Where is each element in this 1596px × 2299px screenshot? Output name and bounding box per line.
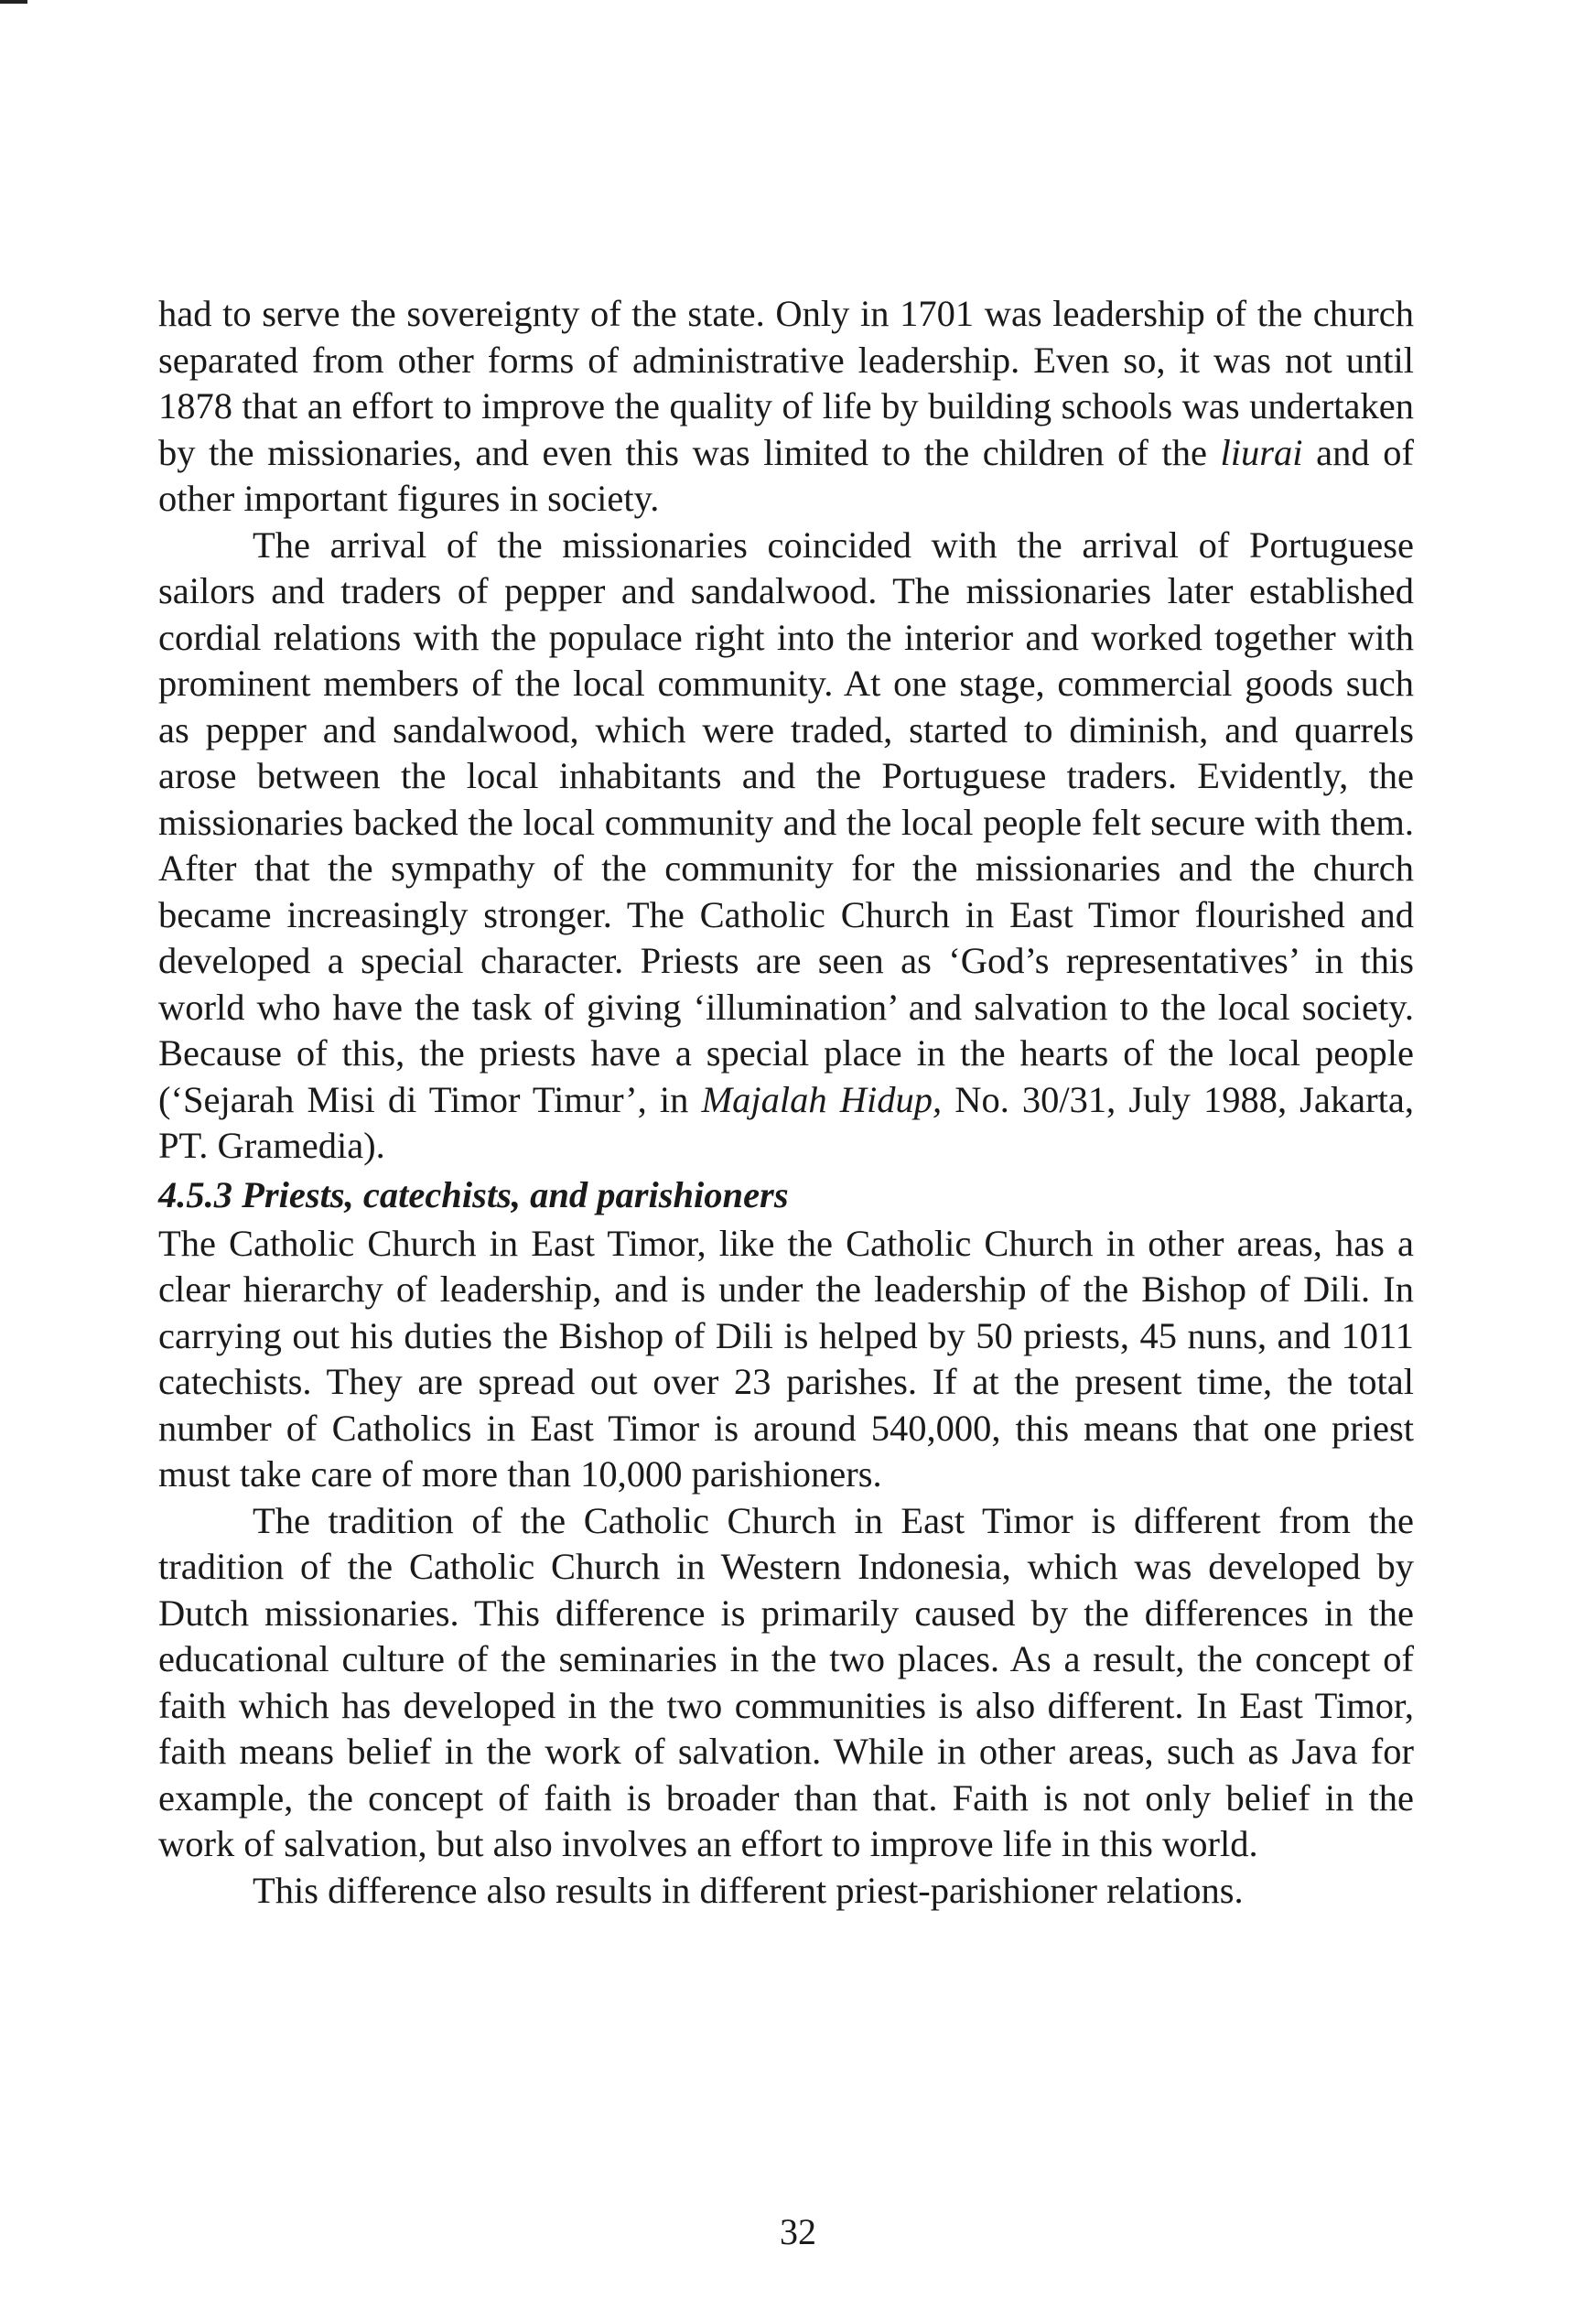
paragraph-1-text-a: had to serve the sovereignty of the state. Only in 1701 was leadership of the church separated from other forms of administrative leadership. Even so, it was not until 1878 that an effort to improve the quality of life by building schools was undertaken by the missionaries, and even this was limited to the children of the — [158, 293, 1414, 473]
scan-edge-mark — [0, 0, 27, 4]
paragraph-4: The tradition of the Catholic Church in East Timor is different from the tradition of the Catholic Church in Western Indonesia, which was developed by Dutch missionaries. This difference is primarily caused by the differences in the educational culture of the seminaries in the two places. As a result, the concept of faith which has developed in the two communities is also different. In East Timor, faith means belief in the work of salvation. While in other areas, such as Java for example, the concept of faith is broader than that. Faith is not only belief in the work of salvation, but also involves an effort to improve life in this world. — [158, 1499, 1414, 1864]
page-number: 32 — [780, 2211, 816, 2252]
paragraph-2-italic-source: Majalah Hidup, — [701, 1078, 943, 1120]
paragraph-1-text-b: and of other important figures in society. — [158, 431, 1414, 519]
paragraph-1-italic-term: liurai — [1220, 431, 1303, 473]
paragraph-2 — [158, 523, 1414, 1170]
paragraph-2-text-a: The arrival of the missionaries coincided with the arrival of Portuguese sailors and traders of pepper and sandalwood. The missionaries later established cordial relations with the populace right into the interior and worked together with prominent members of the local community. At one stage, commercial goods such as pepper and sandalwood, which were traded, started to diminish, and quarrels arose between the local inhabitants and the Portuguese traders. Evidently, the missionaries backed the local community and the local people felt secure with them. After that the sympathy of the community for the missionaries and the church became increasingly stronger. The Catholic Church in East Timor flourished and developed a special character. Priests are seen as ‘God’s representatives’ in this world who have the task of giving ‘illumination’ and salvation to the local society. Because of this, the priests have a special place in the hearts of the local people (‘Sejarah Misi di Timor Timur’, in — [158, 523, 1414, 1120]
paragraph-1 — [158, 291, 1414, 523]
section-heading: 4.5.3 Priests, catechists, and parishioners — [158, 1173, 789, 1215]
body-text — [158, 291, 1414, 1914]
paragraph-2-text-b: No. 30/31, July 1988, Jakarta, PT. Gramedia). — [158, 1078, 1414, 1166]
paragraph-3: The Catholic Church in East Timor, like the Catholic Church in other areas, has a clear hierarchy of leadership, and is under the leadership of the Bishop of Dili. In carrying out his duties the Bishop of Dili is helped by 50 priests, 45 nuns, and 1011 catechists. They are spread out over 23 parishes. If at the present time, the total number of Catholics in East Timor is around 540,000, this means that one priest must take care of more than 10,000 parishioners. — [158, 1222, 1414, 1495]
paragraph-5: This difference also results in different priest-parishioner relations. — [253, 1869, 1244, 1911]
